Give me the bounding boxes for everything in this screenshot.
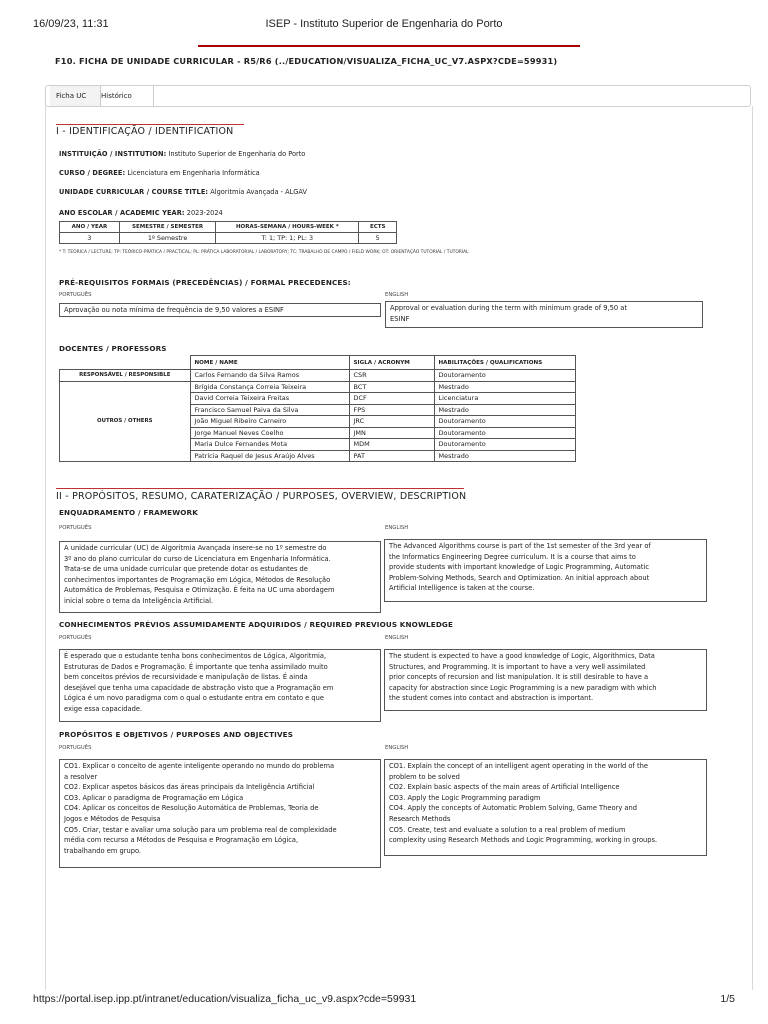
prerequisites-pt-box	[59, 303, 381, 317]
objectives-en-line: problem to be solved	[389, 772, 460, 781]
ects-header: ECTS	[359, 222, 397, 233]
objectives-pt-line: CO5. Criar, testar e avaliar uma solução para um problema real de complexidade	[64, 825, 337, 834]
institution-label: INSTITUIÇÃO / INSTITUTION:	[59, 150, 167, 158]
previous-knowledge-en-line: capacity for abstraction since Logic Programming is a new paradigm with which	[389, 683, 657, 692]
professor-acronym: BCT	[349, 381, 434, 393]
academic-year-value: 2023-2024	[186, 209, 223, 217]
professor-acronym: JMN	[349, 427, 434, 439]
prerequisites-heading: PRÉ-REQUISITOS FORMAIS (PRECEDÊNCIAS) / FORMAL PRECEDENCES:	[59, 278, 351, 287]
lang-label-en: ENGLISH	[385, 525, 409, 531]
framework-en-line: The Advanced Algorithms course is part of the 1st semester of the 3rd year of	[389, 542, 651, 550]
previous-knowledge-en-line: Structures, and Programming. It is important to have a very well assimilated	[389, 662, 646, 671]
professor-name: David Correia Teixeira Freitas	[190, 393, 349, 405]
prerequisites-pt-text: Aprovação ou nota mínima de frequência de 9,50 valores a ESINF	[64, 306, 284, 314]
tab-bar	[45, 85, 751, 107]
previous-knowledge-en-line: prior concepts of recursion and list manipulation. It is still desirable to have a	[389, 673, 649, 682]
institution-value: Instituto Superior de Engenharia do Porto	[168, 150, 306, 158]
framework-pt-line: Trata-se de uma unidade curricular que pretende dotar os estudantes de	[64, 565, 308, 574]
previous-knowledge-pt-line: bem conceitos prévios de recursividade e manipulação de listas. É ainda	[64, 673, 308, 682]
professor-qualification: Mestrado	[434, 381, 576, 393]
previous-knowledge-pt-line: exige essa capacidade.	[64, 704, 143, 713]
tab-ficha-uc[interactable]: Ficha UC	[50, 86, 101, 106]
objectives-pt-line: CO2. Explicar aspetos básicos das áreas principais da Inteligência Artificial	[64, 783, 315, 792]
section-purposes-title: II - PROPÓSITOS, RESUMO, CARATERIZAÇÃO / PURPOSES, OVERVIEW, DESCRIPTION	[56, 491, 467, 502]
previous-knowledge-pt-line: Lógica é um novo paradigma com o qual o estudante entra em contato e que	[64, 694, 325, 703]
professor-acronym: JRC	[349, 416, 434, 428]
course-value: Algoritmia Avançada - ALGAV	[210, 188, 307, 196]
framework-en-line: provide students with important knowledge of Logic Programming, Automatic	[389, 563, 650, 572]
degree-label: CURSO / DEGREE:	[59, 169, 126, 177]
previous-knowledge-en-line: The student is expected to have a good knowledge of Logic, Algorithmics, Data	[389, 652, 655, 660]
professor-name: Jorge Manuel Neves Coelho	[190, 427, 349, 439]
course-field	[59, 188, 307, 196]
professor-qualification: Doutoramento	[434, 370, 576, 382]
role-responsible: RESPONSÁVEL / RESPONSIBLE	[60, 370, 191, 382]
framework-pt-line: inicial sobre o tema da Inteligência Artificial.	[64, 596, 214, 605]
objectives-pt-line: a resolver	[64, 772, 98, 781]
objectives-pt-line: CO1. Explicar o conceito de agente inteligente operando no mundo do problema	[64, 762, 335, 770]
objectives-pt-line: CO3. Aplicar o paradigma de Programação em Lógica	[64, 793, 244, 802]
professor-qualification: Doutoramento	[434, 416, 576, 428]
professors-heading: DOCENTES / PROFESSORS	[59, 344, 167, 353]
ects-cell: 5	[359, 233, 397, 244]
prerequisites-en-line: ESINF	[390, 314, 410, 323]
professor-name: Maria Dulce Fernandes Mota	[190, 439, 349, 451]
framework-pt-line: conhecimentos importantes de Programação em Lógica, Métodos de Resolução	[64, 575, 331, 584]
previous-knowledge-pt-line: Estruturas de Dados e Programação. É importante que tenha assimilado muito	[64, 662, 328, 671]
previous-knowledge-pt-line: É esperado que o estudante tenha bons conhecimentos de Lógica, Algoritmia,	[64, 652, 327, 660]
tab-historico[interactable]: Histórico	[95, 86, 154, 106]
print-datetime: 16/09/23, 11:31	[33, 18, 109, 30]
prerequisites-en-box	[385, 301, 703, 328]
degree-field	[59, 169, 260, 177]
title-divider	[198, 45, 580, 47]
institution-field	[59, 150, 305, 158]
year-table	[59, 221, 397, 244]
professor-qualification: Licenciatura	[434, 393, 576, 405]
objectives-en-line: CO3. Apply the Logic Programming paradigm	[389, 793, 541, 802]
previous-knowledge-pt-box	[59, 649, 381, 722]
objectives-en-line: CO5. Create, test and evaluate a solution to a real problem of medium	[389, 825, 626, 834]
objectives-en-box	[384, 759, 707, 856]
professor-name: Patrícia Raquel de Jesus Araújo Alves	[190, 450, 349, 462]
professors-name-header: NOME / NAME	[190, 356, 349, 370]
framework-pt-line: A unidade curricular (UC) de Algoritmia Avançada insere-se no 1º semestre do	[64, 544, 327, 552]
lang-label-pt: PORTUGUÊS	[59, 292, 92, 298]
framework-en-box	[384, 539, 707, 602]
framework-pt-line: 3º ano do plano curricular do curso de Licenciatura em Engenharia Informática.	[64, 554, 331, 563]
objectives-pt-line: Jogos e Métodos de Pesquisa	[64, 814, 161, 823]
document-title: F10. FICHA DE UNIDADE CURRICULAR - R5/R6 (../EDUCATION/VISUALIZA_FICHA_UC_V7.ASPX?CDE=59931)	[55, 56, 558, 66]
professor-row	[60, 381, 576, 393]
objectives-pt-line: trabalhando em grupo.	[64, 846, 142, 855]
prerequisites-en-line: Approval or evaluation during the term with minimum grade of 9,50 at	[390, 304, 627, 312]
semester-header: SEMESTRE / SEMESTER	[119, 222, 215, 233]
year-cell: 3	[60, 233, 120, 244]
professor-name: João Miguel Ribeiro Carneiro	[190, 416, 349, 428]
print-site-title: ISEP - Instituto Superior de Engenharia do Porto	[265, 18, 503, 30]
professor-acronym: FPS	[349, 404, 434, 416]
objectives-en-line: Research Methods	[389, 814, 451, 823]
academic-year-field	[59, 209, 223, 217]
objectives-heading: PROPÓSITOS E OBJETIVOS / PURPOSES AND OBJECTIVES	[59, 730, 294, 739]
professor-qualification: Mestrado	[434, 450, 576, 462]
section-identification-title: I - IDENTIFICAÇÃO / IDENTIFICATION	[56, 126, 234, 137]
degree-value: Licenciatura em Engenharia Informática	[127, 169, 260, 177]
previous-knowledge-en-line: the student comes into contact and abstraction is important.	[389, 694, 594, 703]
lang-label-en: ENGLISH	[385, 635, 409, 641]
framework-heading: ENQUADRAMENTO / FRAMEWORK	[59, 508, 198, 517]
academic-year-label: ANO ESCOLAR / ACADEMIC YEAR:	[59, 209, 185, 217]
previous-knowledge-pt-line: desejável que tenha uma capacidade de abstração visto que a Programação em	[64, 683, 334, 692]
lang-label-pt: PORTUGUÊS	[59, 525, 92, 531]
professor-acronym: PAT	[349, 450, 434, 462]
professors-table	[59, 355, 576, 462]
professor-qualification: Doutoramento	[434, 439, 576, 451]
course-label: UNIDADE CURRICULAR / COURSE TITLE:	[59, 188, 209, 196]
lang-label-en: ENGLISH	[385, 745, 409, 751]
print-footer	[33, 993, 735, 1007]
professor-acronym: MDM	[349, 439, 434, 451]
section-rule	[56, 488, 464, 489]
professor-acronym: CSR	[349, 370, 434, 382]
professors-acronym-header: SIGLA / ACRONYM	[349, 356, 434, 370]
framework-pt-line: Automática de Problemas, Pesquisa e Otimização. É feita na UC uma abordagem	[64, 586, 335, 595]
semester-cell: 1º Semestre	[119, 233, 215, 244]
previous-knowledge-en-box	[384, 649, 707, 711]
objectives-pt-box	[59, 759, 381, 868]
role-others: OUTROS / OTHERS	[60, 381, 191, 462]
professor-row	[60, 370, 576, 382]
professor-qualification: Doutoramento	[434, 427, 576, 439]
professors-role-header	[60, 356, 191, 370]
professor-name: Francisco Samuel Paiva da Silva	[190, 404, 349, 416]
previous-knowledge-heading: CONHECIMENTOS PRÉVIOS ASSUMIDAMENTE ADQUIRIDOS / REQUIRED PREVIOUS KNOWLEDGE	[59, 620, 454, 629]
print-url: https://portal.isep.ipp.pt/intranet/education/visualiza_ficha_uc_v9.aspx?cde=59931	[33, 993, 417, 1005]
print-header	[33, 18, 735, 32]
print-page-number: 1/5	[720, 993, 735, 1005]
lang-label-pt: PORTUGUÊS	[59, 635, 92, 641]
professors-qualification-header: HABILITAÇÕES / QUALIFICATIONS	[434, 356, 576, 370]
professor-qualification: Mestrado	[434, 404, 576, 416]
objectives-en-line: CO1. Explain the concept of an intelligent agent operating in the world of the	[389, 762, 648, 770]
objectives-pt-line: média com recurso a Métodos de Pesquisa e Programação em Lógica,	[64, 836, 299, 845]
objectives-en-line: CO2. Explain basic aspects of the main areas of Artificial Intelligence	[389, 783, 620, 792]
framework-pt-box	[59, 541, 381, 613]
lang-label-pt: PORTUGUÊS	[59, 745, 92, 751]
section-rule	[56, 124, 244, 125]
objectives-en-line: CO4. Apply the concepts of Automatic Problem Solving, Game Theory and	[389, 804, 638, 813]
objectives-pt-line: CO4. Aplicar os conceitos de Resolução Automática de Problemas, Teoria de	[64, 804, 319, 813]
framework-en-line: Artificial Intelligence is taken at the course.	[389, 584, 535, 593]
hours-footnote: * T: TEÓRICA / LECTURE; TP: TEÓRICO-PRÁTICA / PRACTICAL; PL: PRÁTICA LABORATORIAL / LABORATORY; TC: TRABALHO DE CAMPO / FIELD WORK; OT: ORIENTAÇÃO TUTORIAL / TUTORIAL	[59, 250, 469, 255]
objectives-en-line: complexity using Research Methods and Logic Programming, working in groups.	[389, 836, 658, 845]
framework-en-line: the Informatics Engineering Degree curriculum. It is a course that aims to	[389, 552, 636, 561]
professor-acronym: DCF	[349, 393, 434, 405]
professor-name: Brígida Constança Correia Teixeira	[190, 381, 349, 393]
framework-en-line: Problem-Solving Methods, Search and Optimization. An initial approach about	[389, 573, 650, 582]
hours-cell: T: 1; TP: 1; PL: 3	[216, 233, 359, 244]
year-header: ANO / YEAR	[60, 222, 120, 233]
lang-label-en: ENGLISH	[385, 292, 409, 298]
professor-name: Carlos Fernando da Silva Ramos	[190, 370, 349, 382]
hours-header: HORAS-SEMANA / HOURS-WEEK *	[216, 222, 359, 233]
